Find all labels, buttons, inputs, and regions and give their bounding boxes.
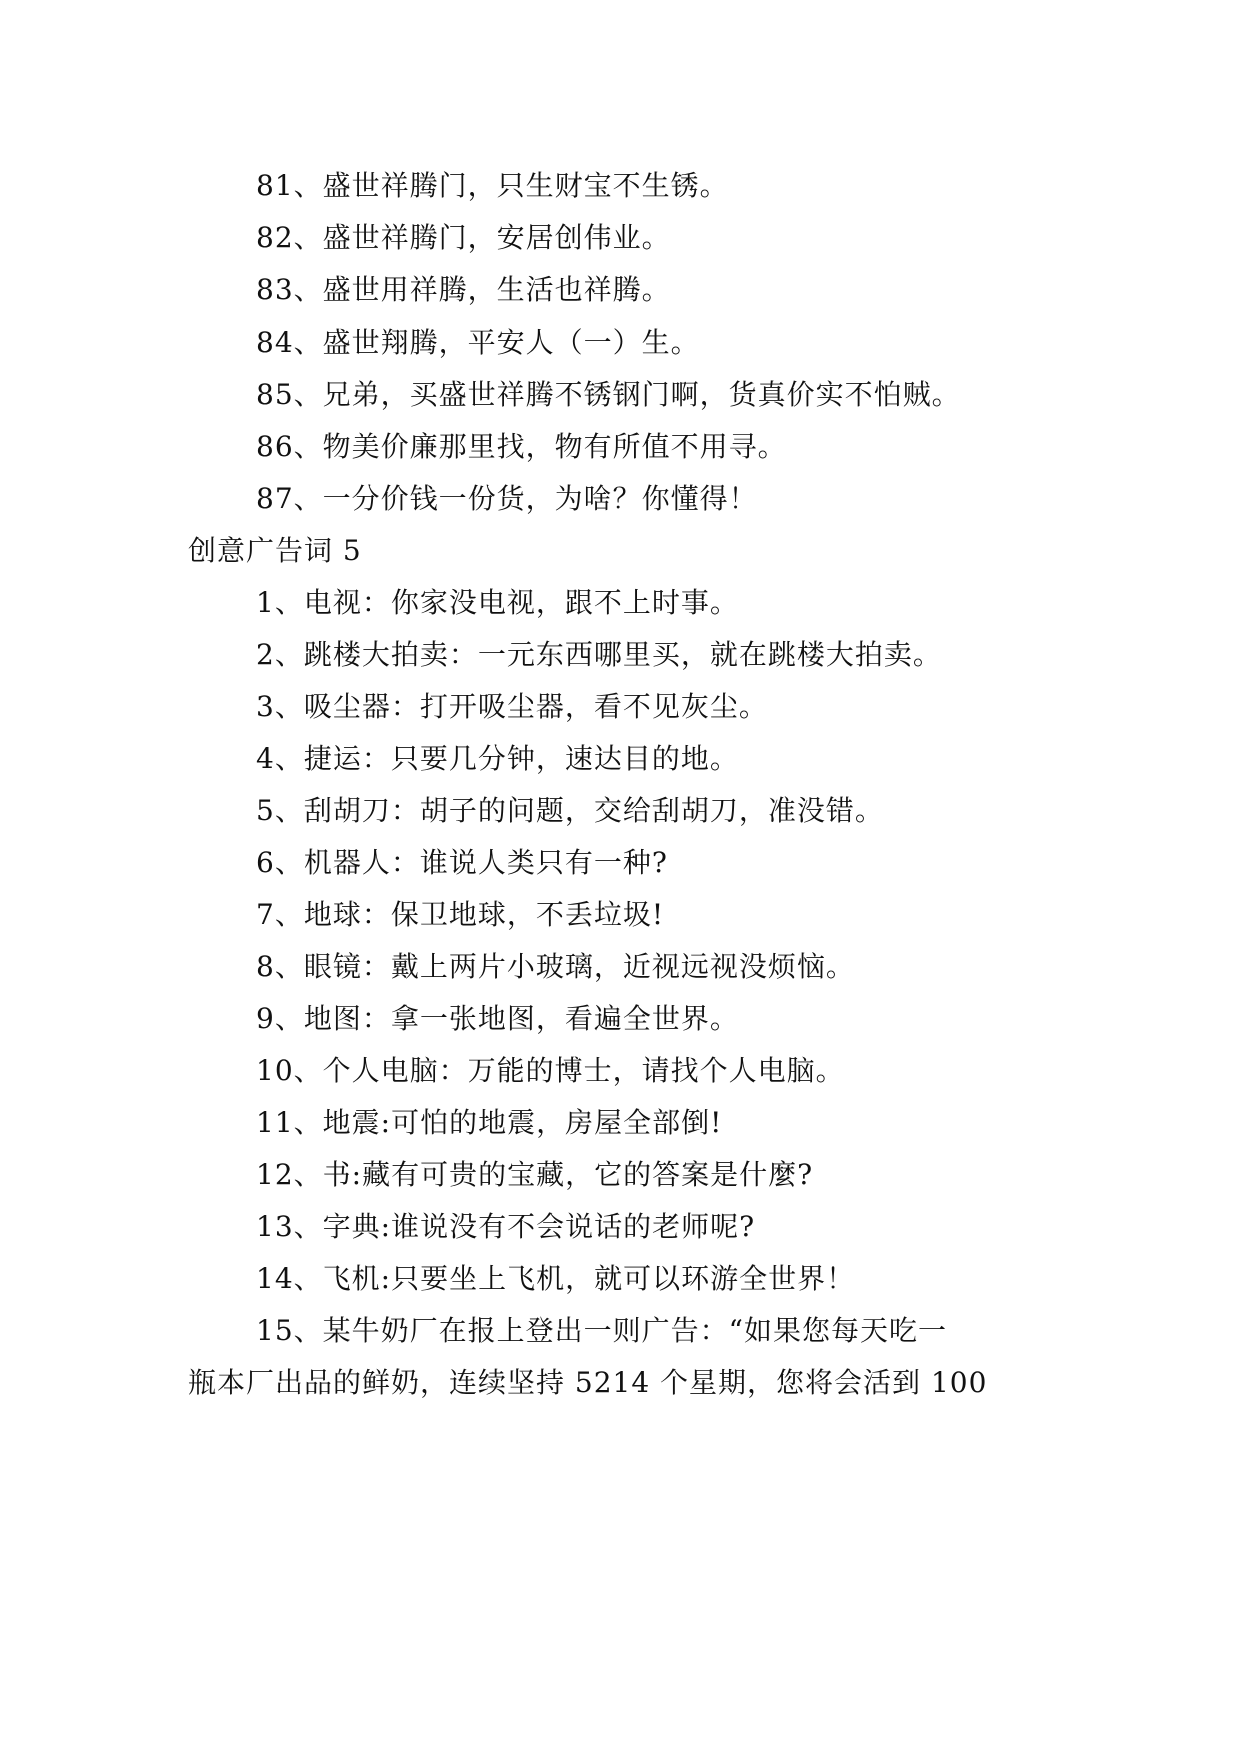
ad-line: 9、地图：拿一张地图，看遍全世界。 bbox=[256, 1002, 739, 1035]
ad-line: 4、捷运：只要几分钟，速达目的地。 bbox=[256, 742, 739, 775]
ad-line: 11、地震:可怕的地震，房屋全部倒! bbox=[256, 1106, 723, 1139]
slogan-line: 81、盛世祥腾门，只生财宝不生锈。 bbox=[256, 169, 729, 202]
ad-line: 10、个人电脑：万能的博士，请找个人电脑。 bbox=[256, 1054, 845, 1087]
ad-line: 2、跳楼大拍卖：一元东西哪里买，就在跳楼大拍卖。 bbox=[256, 638, 942, 671]
slogan-line: 85、兄弟，买盛世祥腾不锈钢门啊，货真价实不怕贼。 bbox=[256, 378, 961, 411]
section-title: 创意广告词 5 bbox=[188, 534, 362, 567]
continuation-line: 瓶本厂出品的鲜奶，连续坚持 5214 个星期，您将会活到 100 bbox=[188, 1366, 988, 1399]
slogan-line: 83、盛世用祥腾，生活也祥腾。 bbox=[256, 273, 671, 306]
ad-line: 8、眼镜：戴上两片小玻璃，近视远视没烦恼。 bbox=[256, 950, 855, 983]
ad-line: 12、书:藏有可贵的宝藏，它的答案是什麼? bbox=[256, 1158, 814, 1191]
slogan-line: 84、盛世翔腾，平安人（一）生。 bbox=[256, 326, 700, 359]
ad-line: 1、电视：你家没电视，跟不上时事。 bbox=[256, 586, 739, 619]
ad-line: 15、某牛奶厂在报上登出一则广告：“如果您每天吃一 bbox=[256, 1314, 947, 1347]
ad-line: 14、飞机:只要坐上飞机，就可以环游全世界！ bbox=[256, 1262, 856, 1295]
slogan-line: 82、盛世祥腾门，安居创伟业。 bbox=[256, 221, 671, 254]
ad-line: 3、吸尘器：打开吸尘器，看不见灰尘。 bbox=[256, 690, 768, 723]
slogan-line: 87、一分价钱一份货，为啥？你懂得！ bbox=[256, 482, 758, 515]
ad-line: 7、地球：保卫地球，不丢垃圾! bbox=[256, 898, 665, 931]
slogan-line: 86、物美价廉那里找，物有所值不用寻。 bbox=[256, 430, 787, 463]
ad-line: 5、刮胡刀：胡子的问题，交给刮胡刀，准没错。 bbox=[256, 794, 884, 827]
ad-line: 13、字典:谁说没有不会说话的老师呢? bbox=[256, 1210, 756, 1243]
ad-line: 6、机器人：谁说人类只有一种? bbox=[256, 846, 668, 879]
